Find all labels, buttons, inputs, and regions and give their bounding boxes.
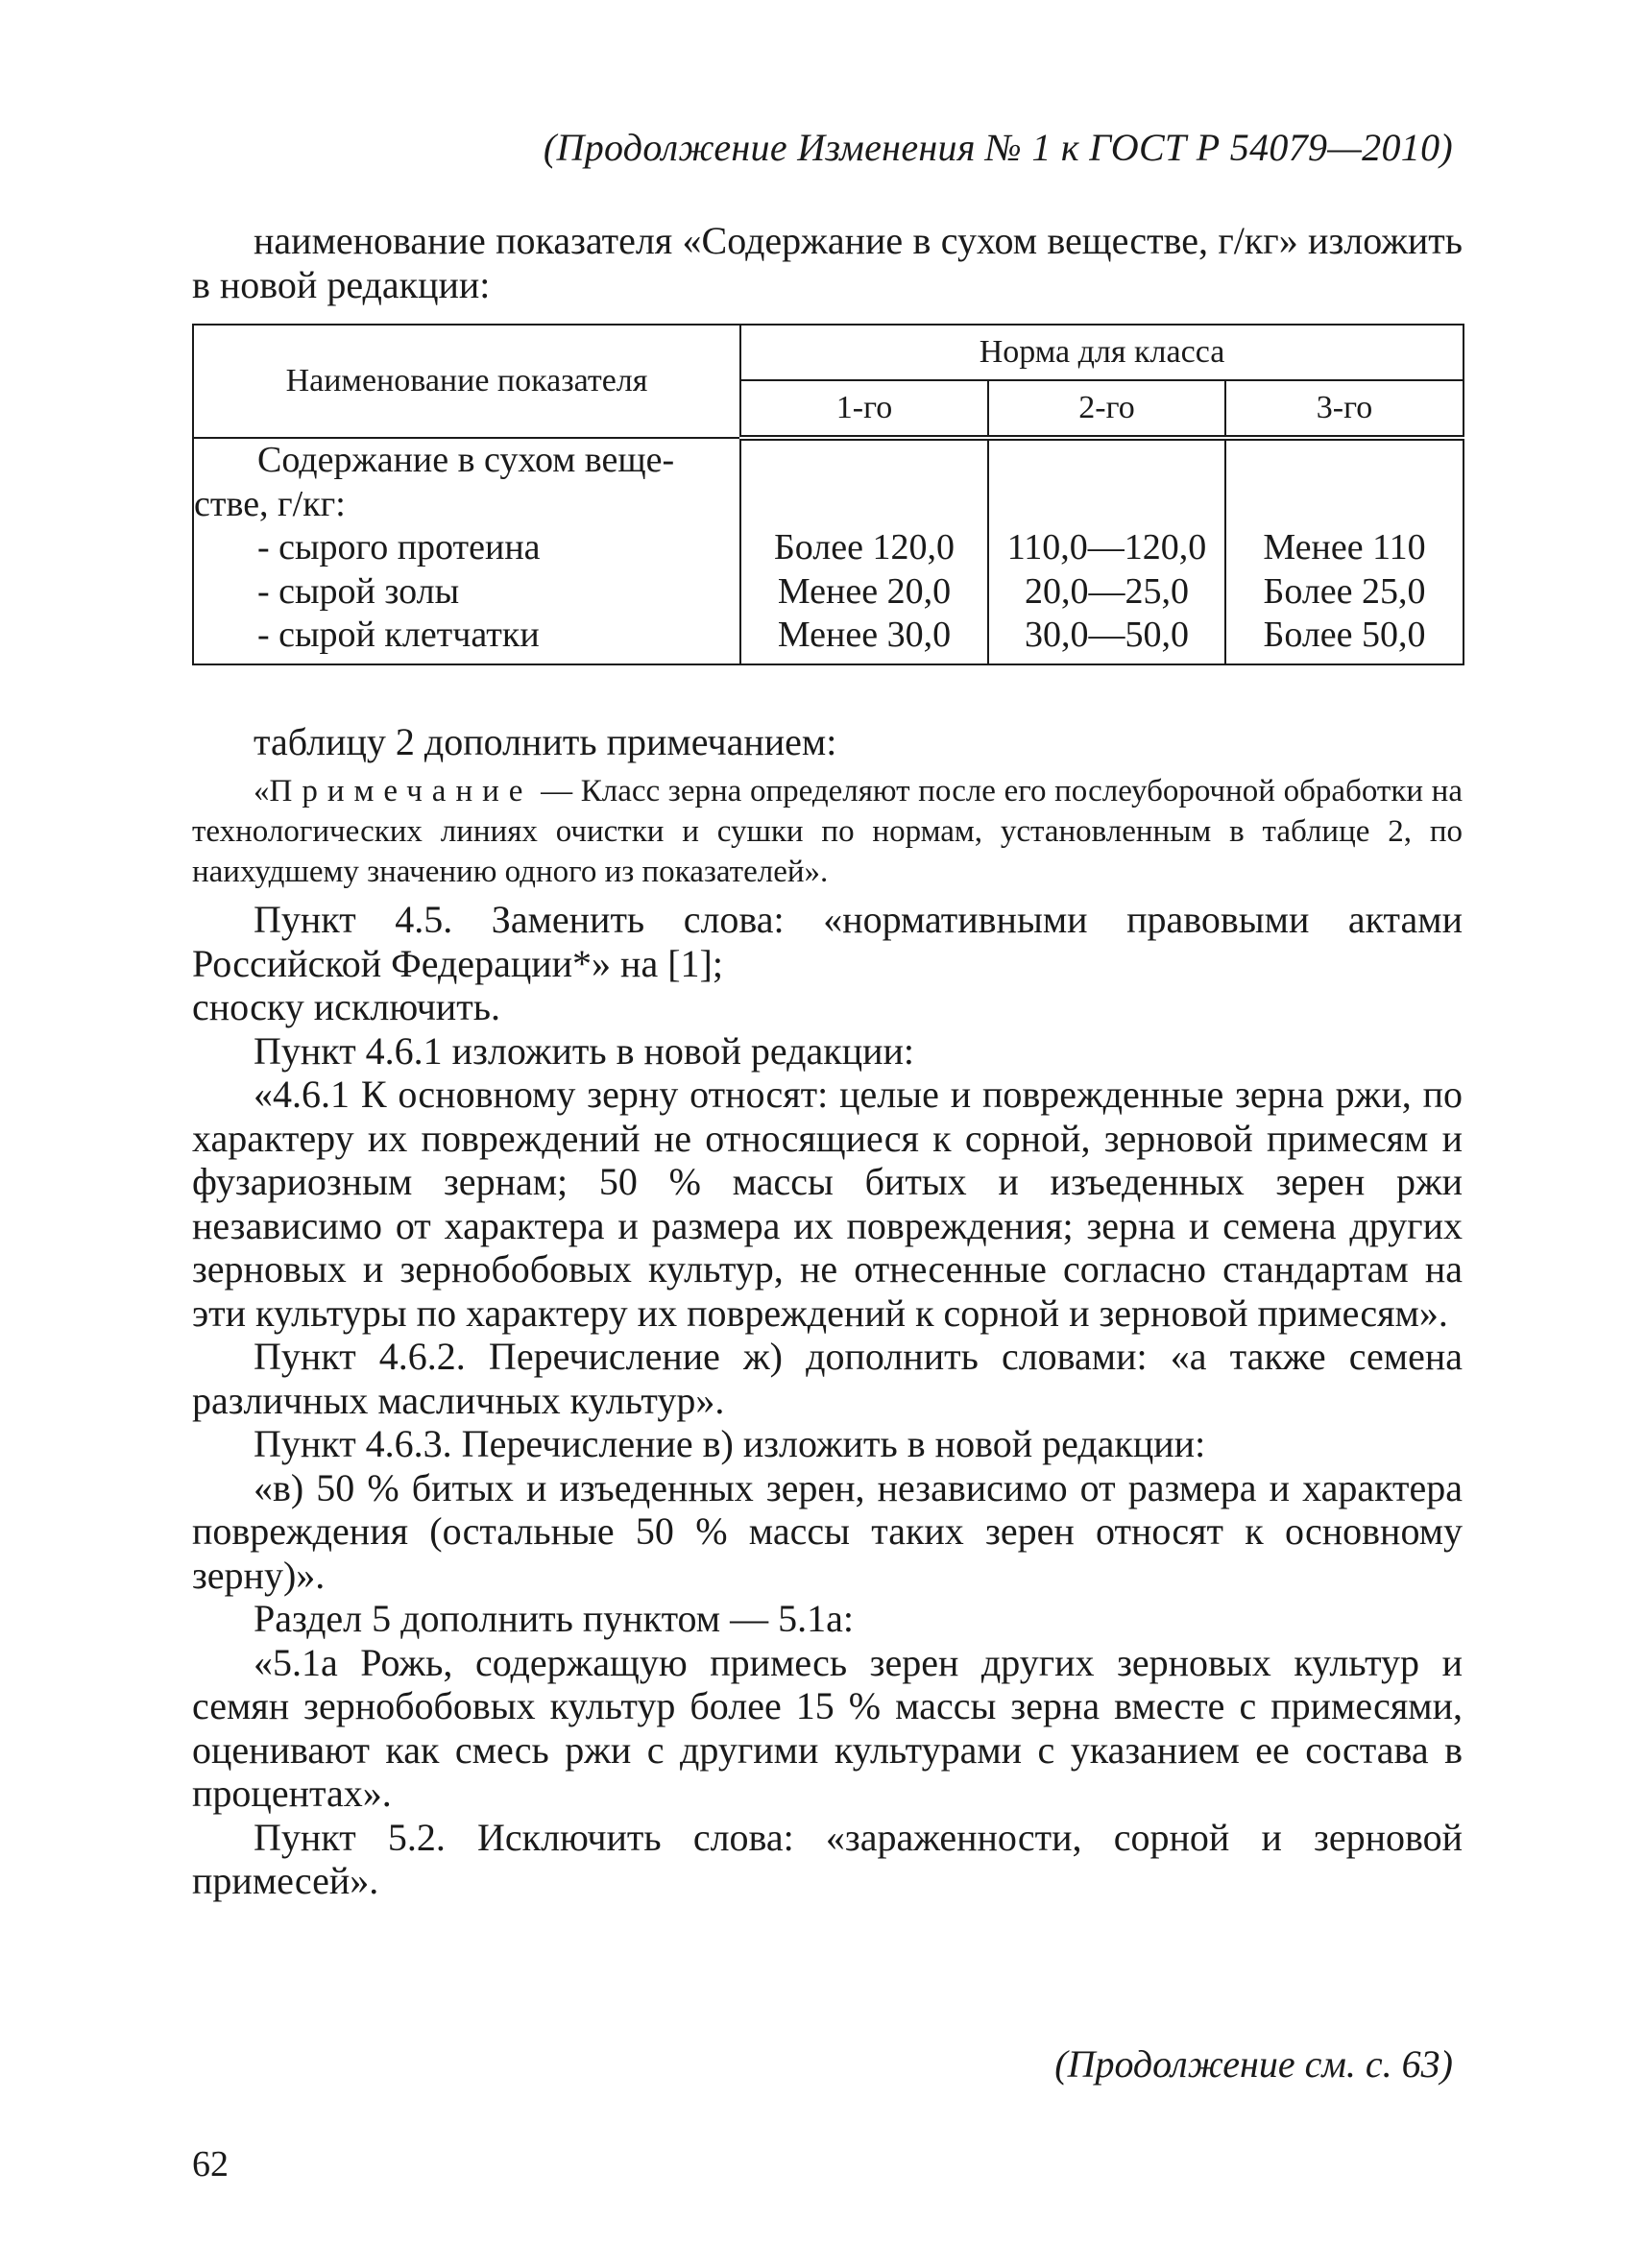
paragraph: Раздел 5 дополнить пунктом — 5.1а: <box>254 1597 854 1640</box>
value-cell: Более 120,0 <box>773 527 955 567</box>
indicator-title-line-1: Содержание в сухом веще- <box>257 440 675 480</box>
value-cell: Более 50,0 <box>1263 615 1426 655</box>
indicator-item-ash: - сырой золы <box>257 570 460 612</box>
paragraph: «в) 50 % битых и изъеденных зерен, независимо от размера и характера повреждения (остальные 50 % массы таких зерен относят к основному зерну)». <box>192 1465 1463 1597</box>
indicator-title-line-2: стве, г/кг: <box>194 483 346 524</box>
paragraph: Пункт 5.2. Исключить слова: «зараженности, сорной и зерновой примесей». <box>192 1815 1463 1902</box>
indicator-item-fiber: - сырой клетчатки <box>257 615 540 655</box>
page-number: 62 <box>192 2144 229 2184</box>
running-title: (Продолжение Изменения № 1 к ГОСТ Р 54079—2010) <box>543 126 1453 169</box>
indicator-item-protein: - сырого протеина <box>257 527 541 567</box>
paragraph: Пункт 4.5. Заменить слова: «нормативными правовыми актами Российской Федерации*» на [1]; <box>192 898 1463 985</box>
note-open-quote: « <box>254 774 270 808</box>
value-cell: 110,0—120,0 <box>1006 527 1207 567</box>
value-cell: 30,0—50,0 <box>1025 615 1189 655</box>
header-indicator-name: Наименование показателя <box>193 325 740 438</box>
intro-paragraph: наименование показателя «Содержание в сухом веществе, г/кг» изложить в новой редакции: <box>192 219 1463 306</box>
indicator-cell <box>193 438 740 664</box>
paragraph: Пункт 4.6.2. Перечисление ж) дополнить словами: «а также семена различных масличных культур». <box>192 1335 1463 1422</box>
after-table-paragraph: таблицу 2 дополнить примечанием: <box>254 720 837 763</box>
after-table-block <box>192 720 1463 764</box>
note-label: Примечание <box>269 774 533 808</box>
header-class-3: 3-го <box>1225 380 1464 438</box>
main-text-block <box>192 898 1463 1903</box>
norms-table-wrapper <box>192 324 1463 665</box>
class-1-values <box>740 438 988 664</box>
note-text: — Класс зерна определяют после его послеуборочной обработки на технологических линиях очистки и сушки по нормам, установленным в таблице 2, по наихудшему значению одного из показателей». <box>192 774 1463 889</box>
header-class-group: Норма для класса <box>740 325 1464 380</box>
norms-table <box>192 324 1464 665</box>
note-paragraph <box>192 771 1463 892</box>
paragraph: сноску исключить. <box>192 985 500 1028</box>
intro-block <box>192 219 1463 306</box>
paragraph: Пункт 4.6.3. Перечисление в) изложить в новой редакции: <box>254 1422 1206 1465</box>
header-class-1: 1-го <box>740 380 988 438</box>
paragraph: Пункт 4.6.1 изложить в новой редакции: <box>254 1028 915 1073</box>
paragraph: «4.6.1 К основному зерну относят: целые и поврежденные зерна ржи, по характеру их повреждений не относящиеся к сорной, зерновой примесям и фузариозным зернам; 50 % массы битых и изъеденных зерен ржи независимо от характера и размера их повреждения; зерна и семена других зерновых и зернобобовых культур, не отнесенные согласно стандартам на эти культуры по характеру их повреждений к сорной и зерновой примесям». <box>192 1073 1463 1335</box>
paragraph: «5.1а Рожь, содержащую примесь зерен других зерновых культур и семян зернобобовых культур более 15 % массы зерна вместе с примесями, оценивают как смесь ржи с другими культурами с указанием ее состава в процентах». <box>192 1640 1463 1815</box>
header-class-2: 2-го <box>988 380 1225 438</box>
value-cell: Менее 110 <box>1263 527 1426 567</box>
value-cell: Более 25,0 <box>1263 570 1426 612</box>
value-cell: 20,0—25,0 <box>1025 570 1189 612</box>
class-3-values <box>1225 438 1464 664</box>
note-block <box>192 771 1463 892</box>
continued-note: (Продолжение см. с. 63) <box>1054 2042 1453 2086</box>
value-cell: Менее 30,0 <box>777 615 952 655</box>
class-2-values <box>988 438 1225 664</box>
table-row <box>193 438 1464 664</box>
value-cell: Менее 20,0 <box>777 570 952 612</box>
